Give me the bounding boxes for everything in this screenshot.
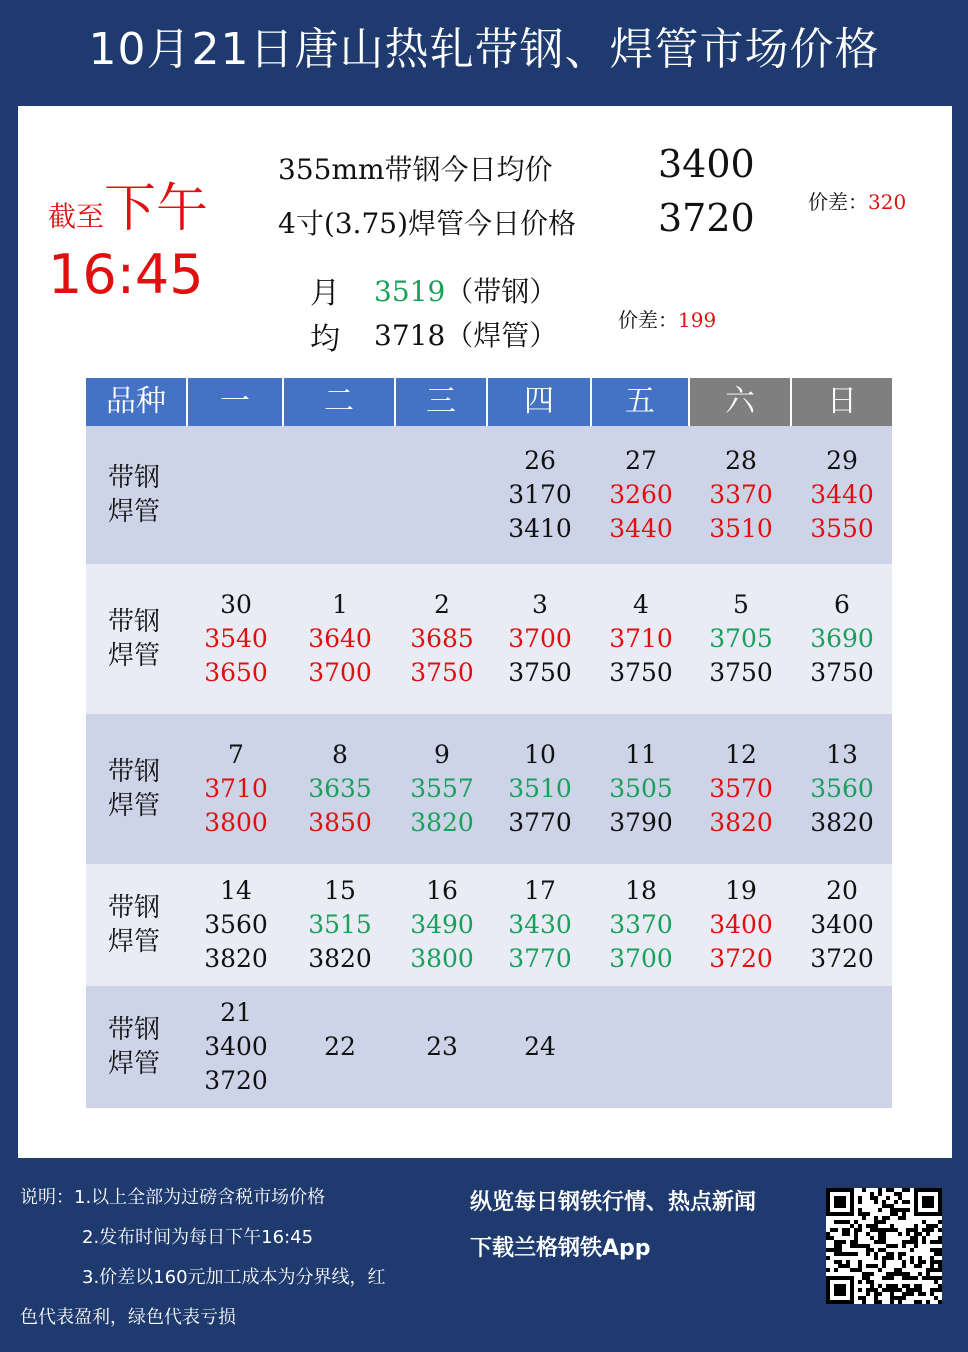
calendar-header-0: 品种 (86, 378, 188, 426)
calendar-day-cell (188, 564, 284, 714)
strip-price: 3640 (308, 624, 372, 653)
day-number: 10 (524, 740, 556, 769)
strip-price: 3510 (508, 774, 572, 803)
strip-price: 3560 (204, 910, 268, 939)
pipe-price: 3770 (508, 944, 572, 973)
calendar-day-cell (592, 426, 690, 564)
cutoff-time (48, 166, 208, 306)
strip-price: 3430 (508, 910, 572, 939)
pipe-price: 3700 (308, 658, 372, 687)
pipe-price: 3720 (810, 944, 874, 973)
day-number: 30 (220, 590, 252, 619)
calendar-day-cell (592, 714, 690, 864)
calendar-day-cell (592, 564, 690, 714)
row-label-1: 焊管 (108, 927, 161, 957)
pipe-price: 3820 (410, 808, 474, 837)
note-3a: 3.价差以160元加工成本为分界线，红 (82, 1267, 386, 1288)
calendar-day-cell (188, 864, 284, 986)
day-number: 17 (524, 876, 556, 905)
calendar-day-cell (690, 564, 792, 714)
row-label-0: 带钢 (108, 757, 161, 787)
day-number: 22 (324, 1032, 356, 1061)
calendar-day-cell (284, 864, 396, 986)
strip-price: 3570 (709, 774, 773, 803)
day-number: 5 (733, 590, 749, 619)
calendar-day-cell (188, 986, 284, 1108)
strip-price: 3710 (204, 774, 268, 803)
price-calendar (86, 378, 892, 1108)
day-number: 9 (434, 740, 450, 769)
day-number: 23 (426, 1032, 458, 1061)
day-number: 8 (332, 740, 348, 769)
pipe-price: 3800 (410, 944, 474, 973)
calendar-day-cell (488, 426, 592, 564)
monthly-pipe-unit: （焊管） (445, 319, 558, 352)
calendar-week-row (86, 564, 892, 714)
calendar-day-cell (488, 714, 592, 864)
row-label-0: 带钢 (108, 893, 161, 923)
pipe-price: 3750 (410, 658, 474, 687)
day-number: 13 (826, 740, 858, 769)
pipe-price: 3800 (204, 808, 268, 837)
pipe-price: 3850 (308, 808, 372, 837)
pipe-price: 3750 (609, 658, 673, 687)
calendar-day-cell (488, 564, 592, 714)
calendar-header-7: 日 (792, 378, 892, 426)
row-label-0: 带钢 (108, 1015, 161, 1045)
calendar-day-cell (592, 986, 690, 1108)
monthly-strip (374, 270, 557, 310)
calendar-header-3: 三 (396, 378, 488, 426)
strip-price: 3400 (810, 910, 874, 939)
strip-price: 3540 (204, 624, 268, 653)
calendar-header-2: 二 (284, 378, 396, 426)
pipe-price: 3440 (609, 514, 673, 543)
calendar-day-cell (592, 864, 690, 986)
calendar-day-cell (396, 986, 488, 1108)
day-number: 7 (228, 740, 244, 769)
strip-price: 3370 (609, 910, 673, 939)
monthly-diff-value: 199 (678, 308, 717, 332)
calendar-day-cell (690, 864, 792, 986)
promo-line-1: 纵览每日钢铁行情、热点新闻 (470, 1190, 757, 1215)
calendar-day-cell (690, 986, 792, 1108)
row-label-0: 带钢 (108, 463, 161, 493)
day-number: 11 (625, 740, 657, 769)
strip-price: 3505 (609, 774, 673, 803)
strip-price: 3170 (508, 480, 572, 509)
calendar-week-row (86, 986, 892, 1108)
row-label-1: 焊管 (108, 641, 161, 671)
day-number: 1 (332, 590, 348, 619)
row-label-0: 带钢 (108, 607, 161, 637)
calendar-header-4: 四 (488, 378, 592, 426)
calendar-day-cell (792, 864, 892, 986)
strip-price: 3260 (609, 480, 673, 509)
strip-price: 3557 (410, 774, 474, 803)
day-number: 2 (434, 590, 450, 619)
calendar-week-row (86, 864, 892, 986)
strip-price: 3685 (410, 624, 474, 653)
day-number: 15 (324, 876, 356, 905)
pipe-price: 3820 (810, 808, 874, 837)
cutoff-prefix: 截至 (48, 200, 105, 233)
calendar-week-row (86, 426, 892, 564)
pipe-price: 3650 (204, 658, 268, 687)
monthly-strip-value: 3519 (374, 275, 446, 308)
day-number: 24 (524, 1032, 556, 1061)
day-number: 12 (725, 740, 757, 769)
pipe-price: 3750 (508, 658, 572, 687)
calendar-day-cell (284, 986, 396, 1108)
pipe-price: 3720 (204, 1066, 268, 1095)
row-label (86, 864, 188, 986)
strip-price: 3560 (810, 774, 874, 803)
day-number: 28 (725, 446, 757, 475)
cutoff-clock: 16:45 (48, 243, 204, 306)
calendar-day-cell (396, 714, 488, 864)
strip-price: 3400 (204, 1032, 268, 1061)
strip-price: 3690 (810, 624, 874, 653)
price-card (18, 106, 952, 1158)
calendar-day-cell (690, 714, 792, 864)
day-number: 16 (426, 876, 458, 905)
calendar-day-cell (488, 864, 592, 986)
monthly-pipe-value: 3718 (374, 319, 446, 352)
pipe-price: 3700 (609, 944, 673, 973)
note-2: 2.发布时间为每日下午16:45 (82, 1227, 314, 1248)
pipe-today-label: 4寸(3.75)焊管今日价格 (278, 207, 577, 240)
strip-price: 3515 (308, 910, 372, 939)
calendar-day-cell (792, 714, 892, 864)
qr-code-graphic (826, 1188, 942, 1304)
day-number: 27 (625, 446, 657, 475)
app-promo (470, 1180, 756, 1272)
cutoff-period: 下午 (104, 179, 209, 239)
row-label (86, 564, 188, 714)
calendar-day-cell (396, 864, 488, 986)
promo-line-2: 下载兰格钢铁App (470, 1236, 651, 1261)
calendar-day-cell (284, 714, 396, 864)
monthly-diff (618, 304, 716, 333)
day-number: 14 (220, 876, 252, 905)
strip-price: 3700 (508, 624, 572, 653)
calendar-header (86, 378, 892, 426)
calendar-day-cell (792, 564, 892, 714)
pipe-price: 3770 (508, 808, 572, 837)
day-number: 29 (826, 446, 858, 475)
pipe-today-value: 3720 (658, 196, 755, 240)
today-diff-label: 价差： (808, 190, 868, 214)
row-label (86, 986, 188, 1108)
calendar-day-cell (284, 426, 396, 564)
row-label (86, 426, 188, 564)
monthly-char-2: 均 (310, 322, 340, 357)
strip-price: 3490 (410, 910, 474, 939)
pipe-price: 3820 (709, 808, 773, 837)
row-label-1: 焊管 (108, 497, 161, 527)
monthly-diff-label: 价差： (618, 308, 678, 332)
strip-today-value: 3400 (658, 142, 755, 186)
calendar-day-cell (690, 426, 792, 564)
strip-price: 3710 (609, 624, 673, 653)
pipe-price: 3410 (508, 514, 572, 543)
qr-code[interactable] (826, 1188, 942, 1304)
note-1: 说明：1.以上全部为过磅含税市场价格 (20, 1187, 326, 1208)
day-number: 20 (826, 876, 858, 905)
pipe-price: 3750 (810, 658, 874, 687)
strip-price: 3370 (709, 480, 773, 509)
day-number: 26 (524, 446, 556, 475)
calendar-body (86, 426, 892, 1108)
calendar-day-cell (396, 564, 488, 714)
pipe-price: 3820 (204, 944, 268, 973)
monthly-pipe (374, 314, 557, 354)
pipe-price: 3820 (308, 944, 372, 973)
row-label-1: 焊管 (108, 1049, 161, 1079)
strip-price: 3635 (308, 774, 372, 803)
calendar-header-6: 六 (690, 378, 792, 426)
day-number: 21 (220, 998, 252, 1027)
calendar-header-5: 五 (592, 378, 690, 426)
today-diff-value: 320 (868, 190, 907, 214)
note-3b: 色代表盈利，绿色代表亏损 (20, 1307, 236, 1328)
calendar-day-cell (396, 426, 488, 564)
day-number: 3 (532, 590, 548, 619)
calendar-day-cell (792, 426, 892, 564)
calendar-day-cell (188, 714, 284, 864)
strip-today-label: 355mm带钢今日均价 (278, 153, 553, 186)
pipe-price: 3510 (709, 514, 773, 543)
pipe-price: 3720 (709, 944, 773, 973)
day-number: 4 (633, 590, 649, 619)
calendar-header-1: 一 (188, 378, 284, 426)
strip-price: 3705 (709, 624, 773, 653)
notes (20, 1178, 386, 1338)
day-number: 18 (625, 876, 657, 905)
monthly-char-1: 月 (310, 276, 340, 311)
monthly-strip-unit: （带钢） (445, 275, 558, 308)
pipe-price: 3750 (709, 658, 773, 687)
strip-price: 3440 (810, 480, 874, 509)
calendar-day-cell (488, 986, 592, 1108)
page-title: 10月21日唐山热轧带钢、焊管市场价格 (88, 24, 880, 75)
day-number: 6 (834, 590, 850, 619)
calendar-day-cell (284, 564, 396, 714)
calendar-week-row (86, 714, 892, 864)
pipe-price: 3550 (810, 514, 874, 543)
today-diff (808, 186, 906, 215)
row-label-1: 焊管 (108, 791, 161, 821)
calendar-day-cell (188, 426, 284, 564)
strip-price: 3400 (709, 910, 773, 939)
row-label (86, 714, 188, 864)
pipe-price: 3790 (609, 808, 673, 837)
calendar-day-cell (792, 986, 892, 1108)
day-number: 19 (725, 876, 757, 905)
